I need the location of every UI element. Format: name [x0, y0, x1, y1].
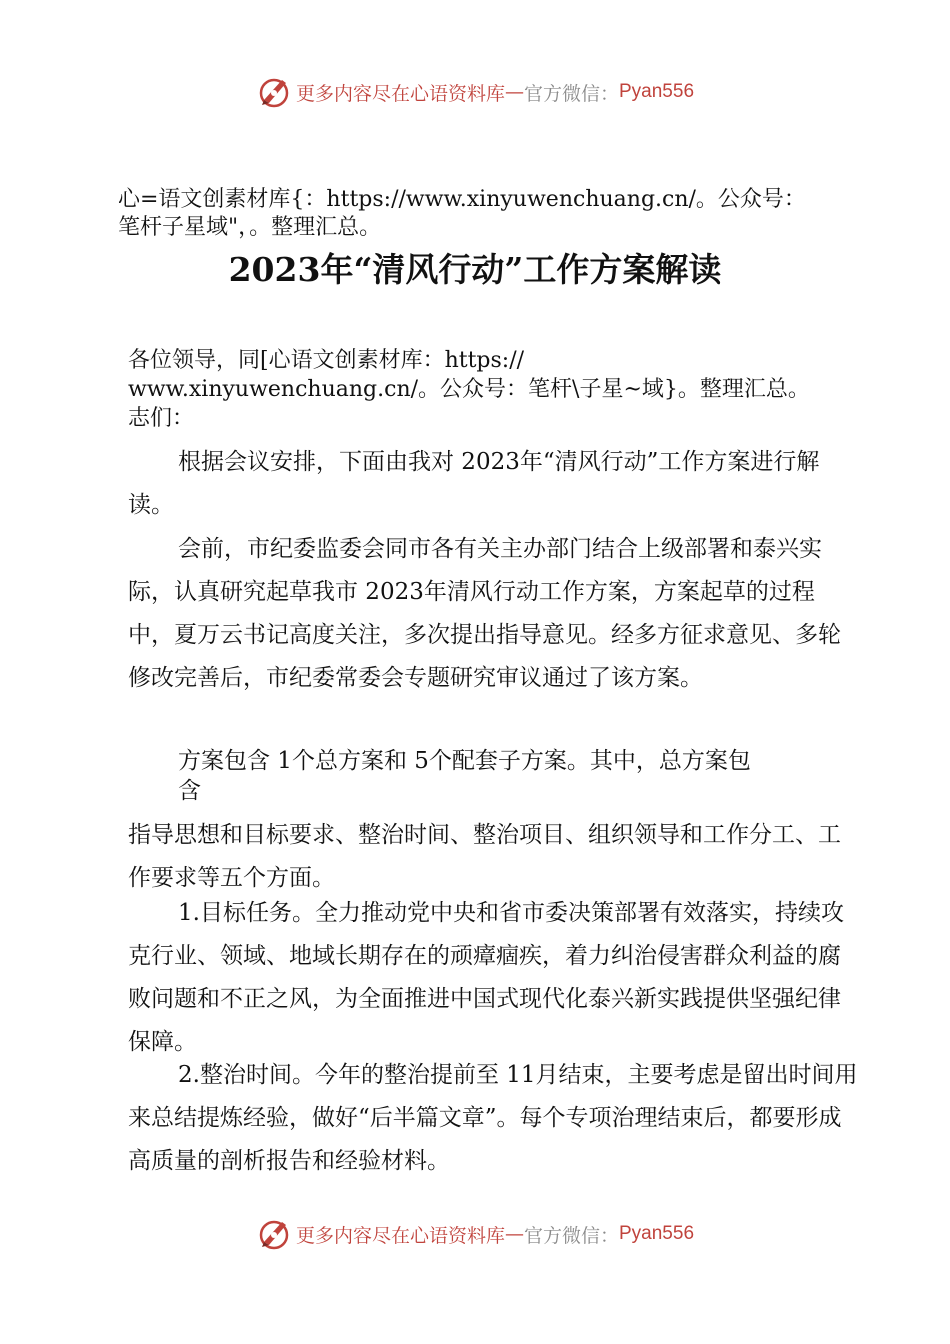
banner-wechat-id: Pyan556 [619, 81, 695, 102]
banner-separator: — [504, 1223, 524, 1245]
salutation-line-3: 志们： [128, 406, 195, 431]
salutation-line-2: www.xinyuwenchuang.cn/。公众号：笔杆\子星~域}。整理汇总。 [128, 377, 810, 402]
banner-gray-text: 官方微信： [523, 1224, 619, 1247]
paragraph-2: 会前，市纪委监委会同市各有关主办部门结合上级部署和泰兴实际，认真研究起草我市 2023年清风行动工作方案，方案起草的过程中，夏万云书记高度关注，多次提出指导意见。经多方征求意见、多轮修改完善后，市纪委常委会专题研究审议通过了该方案。 [128, 536, 841, 691]
banner-wechat-id: Pyan556 [619, 1223, 695, 1244]
banner-separator: — [504, 81, 524, 103]
banner-red-text: 更多内容尽在心语资料库 [295, 82, 505, 105]
paragraph-4: 1.目标任务。全力推动党中央和省市委决策部署有效落实，持续攻克行业、领域、地域长期存在的顽瘴痼疾，着力纠治侵害群众利益的腐败问题和不正之风，为全面推进中国式现代化泰兴新实践提供坚强纪律保障。 [128, 900, 844, 1055]
paragraph-3-line-1: 方案包含 1个总方案和 5个配套子方案。其中，总方案包 [178, 748, 751, 774]
pen-circle-logo-icon [256, 74, 292, 110]
header-note-line-2: 笔杆子星域"，。整理汇总。 [118, 215, 382, 240]
banner-gray-text: 官方微信： [523, 82, 619, 105]
pen-circle-logo-icon [256, 1216, 292, 1252]
salutation-line-1: 各位领导，同[心语文创素材库：https:// [128, 348, 525, 373]
paragraph-3-continued: 指导思想和目标要求、整治时间、整治项目、组织领导和工作分工、工作要求等五个方面。 [128, 822, 841, 891]
footer-banner [0, 1212, 950, 1256]
banner-red-text: 更多内容尽在心语资料库 [295, 1224, 505, 1247]
paragraph-5: 2.整治时间。今年的整治提前至 11月结束，主要考虑是留出时间用来总结提炼经验，做好“后半篇文章”。每个专项治理结束后，都要形成高质量的剖析报告和经验材料。 [128, 1062, 858, 1174]
paragraph-3-line-2: 含 [178, 778, 201, 804]
header-banner [0, 70, 950, 114]
document-title: 2023年“清风行动”工作方案解读 [228, 250, 722, 289]
paragraph-1: 根据会议安排，下面由我对 2023年“清风行动”工作方案进行解读。 [128, 449, 820, 518]
header-note-line-1: 心=语文创素材库{：https://www.xinyuwenchuang.cn/。公众号： [118, 187, 806, 212]
